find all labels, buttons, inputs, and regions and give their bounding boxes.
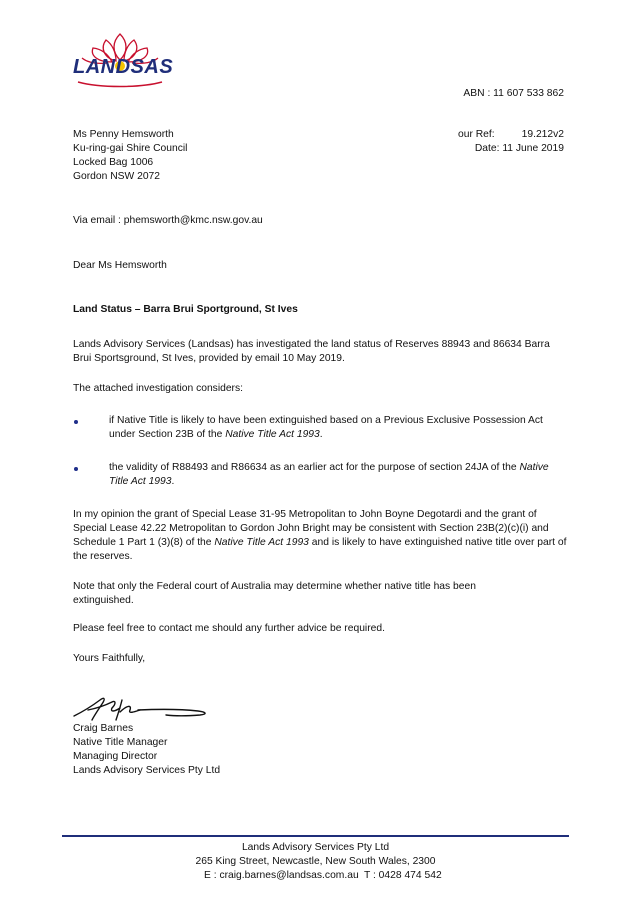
- reference-number: 19.212v2: [521, 129, 564, 140]
- footer-address: 265 King Street, Newcastle, New South Wales, 2300: [195, 856, 436, 867]
- signatory-name: Craig Barnes: [73, 723, 134, 734]
- paragraph-opinion: [73, 508, 568, 564]
- recipient-name: Ms Penny Hemsworth: [73, 129, 174, 140]
- salutation: Dear Ms Hemsworth: [73, 260, 167, 271]
- bullet-item: [109, 461, 569, 489]
- signatory-title: Native Title Manager: [73, 737, 168, 748]
- via-email: Via email : phemsworth@kmc.nsw.gov.au: [73, 215, 263, 226]
- footer-phone: T : 0428 474 542: [364, 870, 442, 881]
- abn-number: ABN : 11 607 533 862: [463, 88, 564, 99]
- signatory-block: [73, 722, 220, 778]
- letter-date: Date: 11 June 2019: [474, 143, 564, 154]
- act-title: Native Title Act 1993: [214, 537, 309, 548]
- handwritten-signature: [70, 690, 215, 724]
- closing: Yours Faithfully,: [73, 653, 146, 664]
- paragraph-contact: Please feel free to contact me should any further advice be required.: [73, 623, 385, 634]
- paragraph-considers: The attached investigation considers:: [73, 383, 243, 394]
- recipient-street: Locked Bag 1006: [73, 157, 154, 168]
- paragraph-intro: Lands Advisory Services (Landsas) has investigated the land status of Reserves 88943 and 86634 Barra Brui Sportsground, St Ives, provided by email 10 May 2019.: [73, 339, 550, 364]
- bullet-item: [109, 414, 569, 442]
- bullet-end: .: [319, 429, 323, 440]
- paragraph-note: Note that only the Federal court of Australia may determine whether native title has been extinguished.: [73, 581, 476, 606]
- subject-line: Land Status – Barra Brui Sportground, St Ives: [73, 304, 298, 315]
- bullet-marker: [74, 467, 78, 471]
- footer-email: E : craig.barnes@landsas.com.au: [204, 870, 359, 881]
- signatory-role: Managing Director: [73, 751, 158, 762]
- logo-wordmark: LANDSAS: [73, 56, 174, 78]
- opinion-end: and is likely to have extinguished native title over part of the reserves.: [73, 537, 567, 562]
- act-title: Native Title Act 1993: [225, 429, 320, 440]
- signatory-company: Lands Advisory Services Pty Ltd: [73, 765, 221, 776]
- footer-divider: [62, 835, 569, 837]
- reference-label: our Ref:: [458, 129, 495, 140]
- recipient-suburb: Gordon NSW 2072: [73, 171, 160, 182]
- recipient-address: [73, 128, 187, 184]
- bullet-text: if Native Title is likely to have been extinguished based on a Previous Exclusive Possession Act under Section 23B of the: [109, 415, 543, 440]
- bullet-end: .: [171, 476, 175, 487]
- recipient-organisation: Ku-ring-gai Shire Council: [73, 143, 188, 154]
- footer-company: Lands Advisory Services Pty Ltd: [241, 842, 390, 853]
- opinion-text: In my opinion the grant of Special Lease 31-95 Metropolitan to John Boyne Degotardi and the grant of Special Lease 42.22 Metropolitan to Gordon John Bright may be consistent with Section 23B(2)(c)(i) and Schedule 1 Part 1 (3)(8) of the: [73, 509, 549, 548]
- bullet-text: the validity of R88493 and R86634 as an earlier act for the purpose of section 24JA of the: [109, 462, 520, 473]
- bullet-marker: [74, 420, 78, 424]
- act-title: Native Title Act 1993: [109, 462, 549, 487]
